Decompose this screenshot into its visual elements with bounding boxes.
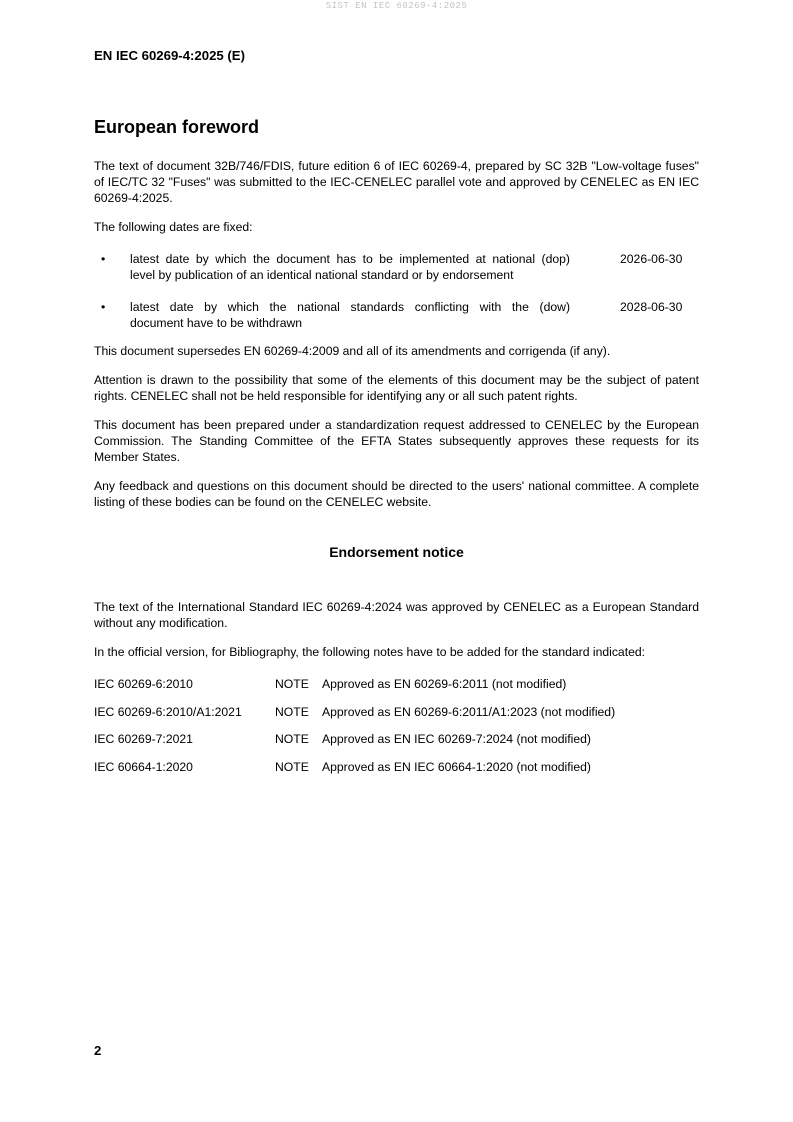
note-standard: IEC 60269-6:2010 [94,677,193,691]
note-row [94,704,699,732]
date-item-line: latest date by which the national standards conflicting with the (dow) [130,300,570,314]
note-label: NOTE [275,704,309,719]
date-item-dow [94,299,699,331]
foreword-title: European foreword [94,117,260,137]
dates-list [94,251,699,331]
page-number: 2 [94,1043,102,1058]
bullet-icon: • [101,252,106,266]
bibliography-notes [94,676,699,786]
note-standard: IEC 60664-1:2020 [94,759,193,774]
note-standard: IEC 60269-6:2010/A1:2021 [94,704,242,719]
bullet-icon: • [101,300,106,314]
note-label: NOTE [275,759,309,774]
page-content [94,116,699,786]
mandate-paragraph: This document has been prepared under a standardization request addressed to CENELEC by the European Commission. The Standing Committee of the EFTA States subsequently approves these requests for its Member States. [94,418,699,464]
date-item-date: 2026-06-30 [620,252,683,266]
note-text: Approved as EN 60269-6:2011/A1:2023 (not modified) [322,704,616,719]
dates-intro-paragraph: The following dates are fixed: [94,220,253,234]
note-text: Approved as EN 60269-6:2011 (not modified) [322,677,567,691]
note-label: NOTE [275,732,309,746]
patent-paragraph: Attention is drawn to the possibility that some of the elements of this document may be the subject of patent rights. CENELEC shall not be held responsible for identifying any or all such patent rights. [94,373,699,403]
date-item-line: level by publication of an identical national standard or by endorsement [130,268,514,282]
note-text: Approved as EN IEC 60664-1:2020 (not modified) [322,759,591,774]
endorsement-paragraph: The text of the International Standard IEC 60269-4:2024 was approved by CENELEC as a European Standard without any modification. [94,600,699,630]
document-reference: EN IEC 60269-4:2025 (E) [94,48,245,63]
date-item-dop [94,251,699,283]
note-row [94,759,699,787]
endorsement-title: Endorsement notice [329,544,464,560]
date-item-date: 2028-06-30 [620,300,683,314]
foreword-intro-paragraph: The text of document 32B/746/FDIS, future edition 6 of IEC 60269-4, prepared by SC 32B "Low-voltage fuses" of IEC/TC 32 "Fuses" was submitted to the IEC-CENELEC parallel vote and approved by CENELEC as EN IEC 60269-4:2025. [94,159,699,205]
note-standard: IEC 60269-7:2021 [94,732,193,746]
date-item-line: document have to be withdrawn [130,316,303,330]
note-row [94,676,699,704]
date-item-line: latest date by which the document has to be implemented at national (dop) [130,252,570,266]
note-row [94,731,699,759]
watermark: SIST EN IEC 60269-4:2025 [325,1,468,11]
note-label: NOTE [275,677,309,691]
date-item-description [130,251,570,283]
supersedes-paragraph: This document supersedes EN 60269-4:2009 and all of its amendments and corrigenda (if any). [94,344,611,358]
date-item-description [130,299,570,331]
bibliography-intro-paragraph: In the official version, for Bibliography, the following notes have to be added for the standard indicated: [94,645,646,659]
note-text: Approved as EN IEC 60269-7:2024 (not modified) [322,732,591,746]
feedback-paragraph: Any feedback and questions on this document should be directed to the users' national committee. A complete listing of these bodies can be found on the CENELEC website. [94,479,699,509]
